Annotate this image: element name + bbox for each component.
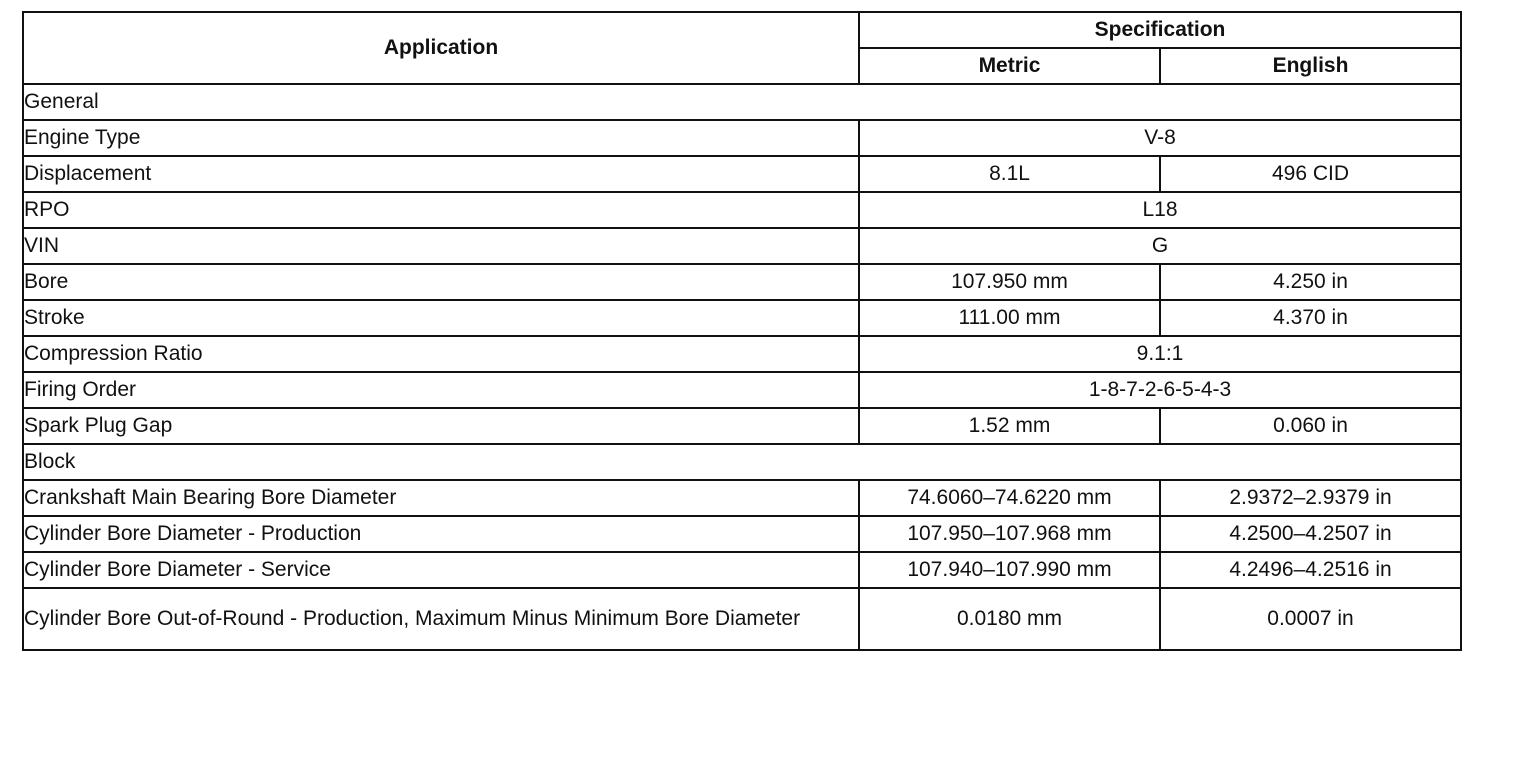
row-metric-value: 107.950 mm [859,264,1160,300]
row-metric-value: 1.52 mm [859,408,1160,444]
table-row [23,300,1461,336]
table-row [23,192,1461,228]
row-label: Displacement [23,156,859,192]
table-row [23,264,1461,300]
table-row [23,408,1461,444]
row-value: 1-8-7-2-6-5-4-3 [859,372,1461,408]
row-label: Bore [23,264,859,300]
row-metric-value: 0.0180 mm [859,588,1160,650]
row-label: Crankshaft Main Bearing Bore Diameter [23,480,859,516]
row-label: Engine Type [23,120,859,156]
row-english-value: 2.9372–2.9379 in [1160,480,1461,516]
table-row [23,120,1461,156]
english-header: English [1160,48,1461,84]
row-value: 9.1:1 [859,336,1461,372]
table-row [23,480,1461,516]
row-metric-value: 111.00 mm [859,300,1160,336]
table-row [23,336,1461,372]
row-english-value: 4.2496–4.2516 in [1160,552,1461,588]
row-label: Cylinder Bore Diameter - Production [23,516,859,552]
row-label: Cylinder Bore Out-of-Round - Production, Maximum Minus Minimum Bore Diameter [23,588,859,650]
row-metric-value: 107.950–107.968 mm [859,516,1160,552]
table-row [23,228,1461,264]
row-label: RPO [23,192,859,228]
row-metric-value: 74.6060–74.6220 mm [859,480,1160,516]
metric-header: Metric [859,48,1160,84]
row-label: Cylinder Bore Diameter - Service [23,552,859,588]
row-english-value: 4.250 in [1160,264,1461,300]
section-row-block [23,444,1461,480]
row-value: V-8 [859,120,1461,156]
specification-header: Specification [859,12,1461,48]
section-title: General [23,84,1461,120]
application-header: Application [23,12,859,84]
row-metric-value: 8.1L [859,156,1160,192]
row-english-value: 4.370 in [1160,300,1461,336]
table-row [23,516,1461,552]
section-row-general [23,84,1461,120]
engine-specification-table [22,11,1462,651]
table-row [23,588,1461,650]
row-english-value: 0.0007 in [1160,588,1461,650]
row-label: Stroke [23,300,859,336]
row-label: Compression Ratio [23,336,859,372]
table-row [23,552,1461,588]
row-metric-value: 107.940–107.990 mm [859,552,1160,588]
row-english-value: 496 CID [1160,156,1461,192]
section-title: Block [23,444,1461,480]
row-label: Firing Order [23,372,859,408]
row-label: Spark Plug Gap [23,408,859,444]
table-row [23,372,1461,408]
row-value: G [859,228,1461,264]
table-row [23,156,1461,192]
row-english-value: 4.2500–4.2507 in [1160,516,1461,552]
row-label: VIN [23,228,859,264]
row-english-value: 0.060 in [1160,408,1461,444]
row-value: L18 [859,192,1461,228]
